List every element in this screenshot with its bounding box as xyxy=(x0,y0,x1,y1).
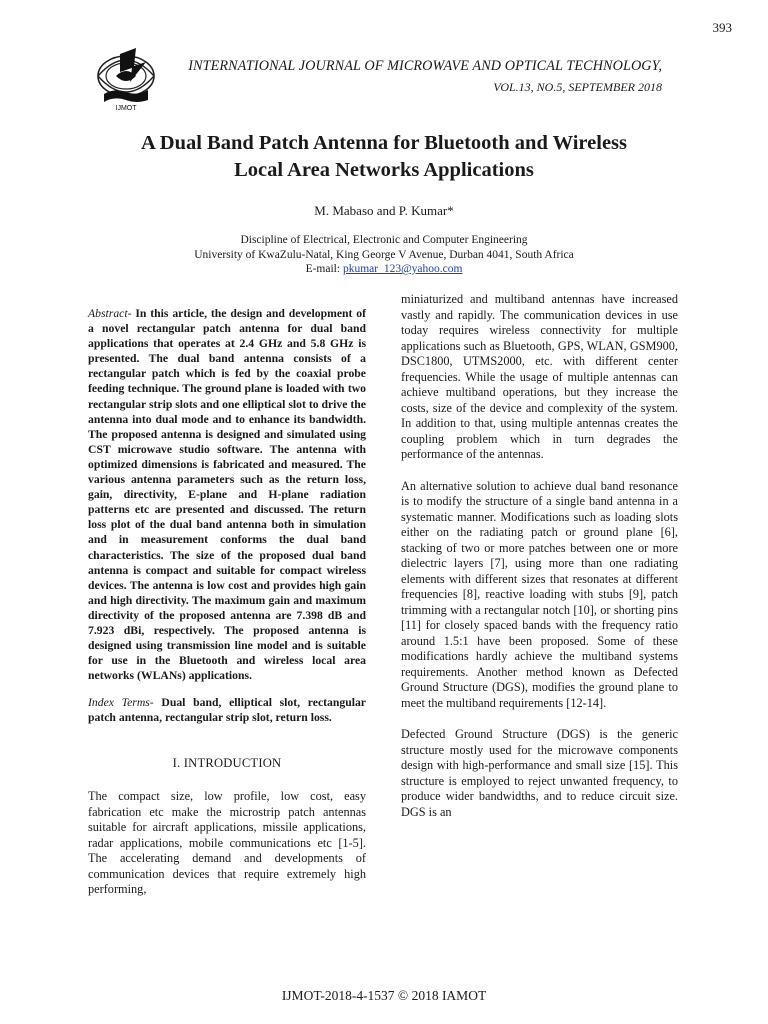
intro-paragraph: Defected Ground Structure (DGS) is the generic structure mostly used for the microwave components design with high-performance and small size [15]. This structure is employed to reject unwanted frequency, to produce wider bandwidths, and to reduce circuit size. DGS is an xyxy=(401,727,678,819)
email-label: E-mail: xyxy=(305,263,343,275)
authors: M. Mabaso and P. Kumar* xyxy=(314,203,454,218)
abstract xyxy=(88,306,366,683)
intro-paragraph: An alternative solution to achieve dual band resonance is to modify the structure of a single band antenna in a systematic manner. Modifications such as loading slots either on the radiating patch or ground plane [6], stacking of two or more patches between one or more dielectric layers [7], using more than one radiating elements with different sizes that resonates at different frequencies [8], reactive loading with stubs [9], patch trimming with a rectangular notch [10], or shorting pins [11] for closely spaced bands with the frequency ratio around 1.5:1 have been proposed. Some of these modifications hardly achieve the multiband systems requirements. Another method known as Defected Ground Structure (DGS), modifies the ground plane to meet the multiband requirements [12-14]. xyxy=(401,478,678,710)
ijmot-logo-icon xyxy=(90,46,162,112)
affiliation-line-1: Discipline of Electrical, Electronic and Computer Engineering xyxy=(240,234,528,246)
email-link[interactable]: pkumar_123@yahoo.com xyxy=(342,263,463,275)
section-heading-introduction: I. INTRODUCTION xyxy=(172,755,282,770)
paper-title xyxy=(84,130,684,184)
intro-paragraph-left: The compact size, low profile, low cost, easy fabrication etc make the microstrip patch antennas suitable for aircraft applications, missile applications, radar applications, mobile communications etc [1-5]. The accelerating demand and developments of communication devices that require extremely high performing, xyxy=(88,789,366,897)
page-number: 393 xyxy=(712,20,732,35)
email-line xyxy=(84,262,684,277)
index-terms-label: Index Terms- xyxy=(88,696,154,710)
intro-paragraph: miniaturized and multiband antennas have increased vastly and rapidly. The communication devices in use today requires wireless connectivity for multiple applications such as Bluetooth, GPS, WLAN, GSM900, DSC1800, UTMS2000, etc. with different center frequencies. While the usage of multiple antennas can achieve multiband operations, but they increase the costs, size of the device and complexity of the system. In addition to that, using multiple antennas creates the coupling problem which in turn degrades the performance of the antennas. xyxy=(401,292,678,461)
page-footer: IJMOT-2018-4-1537 © 2018 IAMOT xyxy=(281,988,487,1003)
index-terms xyxy=(88,695,366,725)
title-line-1: A Dual Band Patch Antenna for Bluetooth and Wireless xyxy=(140,132,627,154)
left-column xyxy=(88,306,366,898)
abstract-text: In this article, the design and development of a novel rectangular patch antenna for dual band applications that operates at 2.4 GHz and 5.8 GHz is presented. The dual band antenna consists of a rectangular patch which is fed by the coaxial probe feeding technique. The ground plane is loaded with two rectangular strip slots and one elliptical slot to drive the antenna into dual mode and to enhance its bandwidth. The proposed antenna is designed and simulated using CST microwave studio software. The antenna with optimized dimensions is fabricated and measured. The various antenna parameters such as the return loss, gain, directivity, E-plane and H-plane radiation patterns etc are presented and discussed. The return loss plot of the dual band antenna both in simulation and in measurement conforms the dual band characteristics. The size of the proposed dual band antenna is compact and suitable for compact wireless devices. The antenna is low cost and provides high gain and high directivity. The maximum gain and maximum directivity of the proposed antenna are 7.398 dB and 7.923 dBi, respectively. The proposed antenna is designed using transmission line model and is suitable for use in the Bluetooth and wireless local area networks (WLANs) applications. xyxy=(88,307,366,683)
journal-volume: VOL.13, NO.5, SEPTEMBER 2018 xyxy=(493,80,662,94)
logo-text: IJMOT xyxy=(115,105,137,112)
title-line-2: Local Area Networks Applications xyxy=(234,159,534,181)
journal-name: INTERNATIONAL JOURNAL OF MICROWAVE AND OPTICAL TECHNOLOGY, xyxy=(188,58,662,74)
affiliation-line-2: University of KwaZulu-Natal, King George V Avenue, Durban 4041, South Africa xyxy=(194,248,574,261)
index-terms-text: Dual band, elliptical slot, rectangular patch antenna, rectangular strip slot, return loss. xyxy=(88,696,366,725)
abstract-label: Abstract- xyxy=(88,307,132,320)
journal-logo xyxy=(90,46,162,112)
right-column xyxy=(401,292,678,820)
affiliation xyxy=(84,233,684,277)
